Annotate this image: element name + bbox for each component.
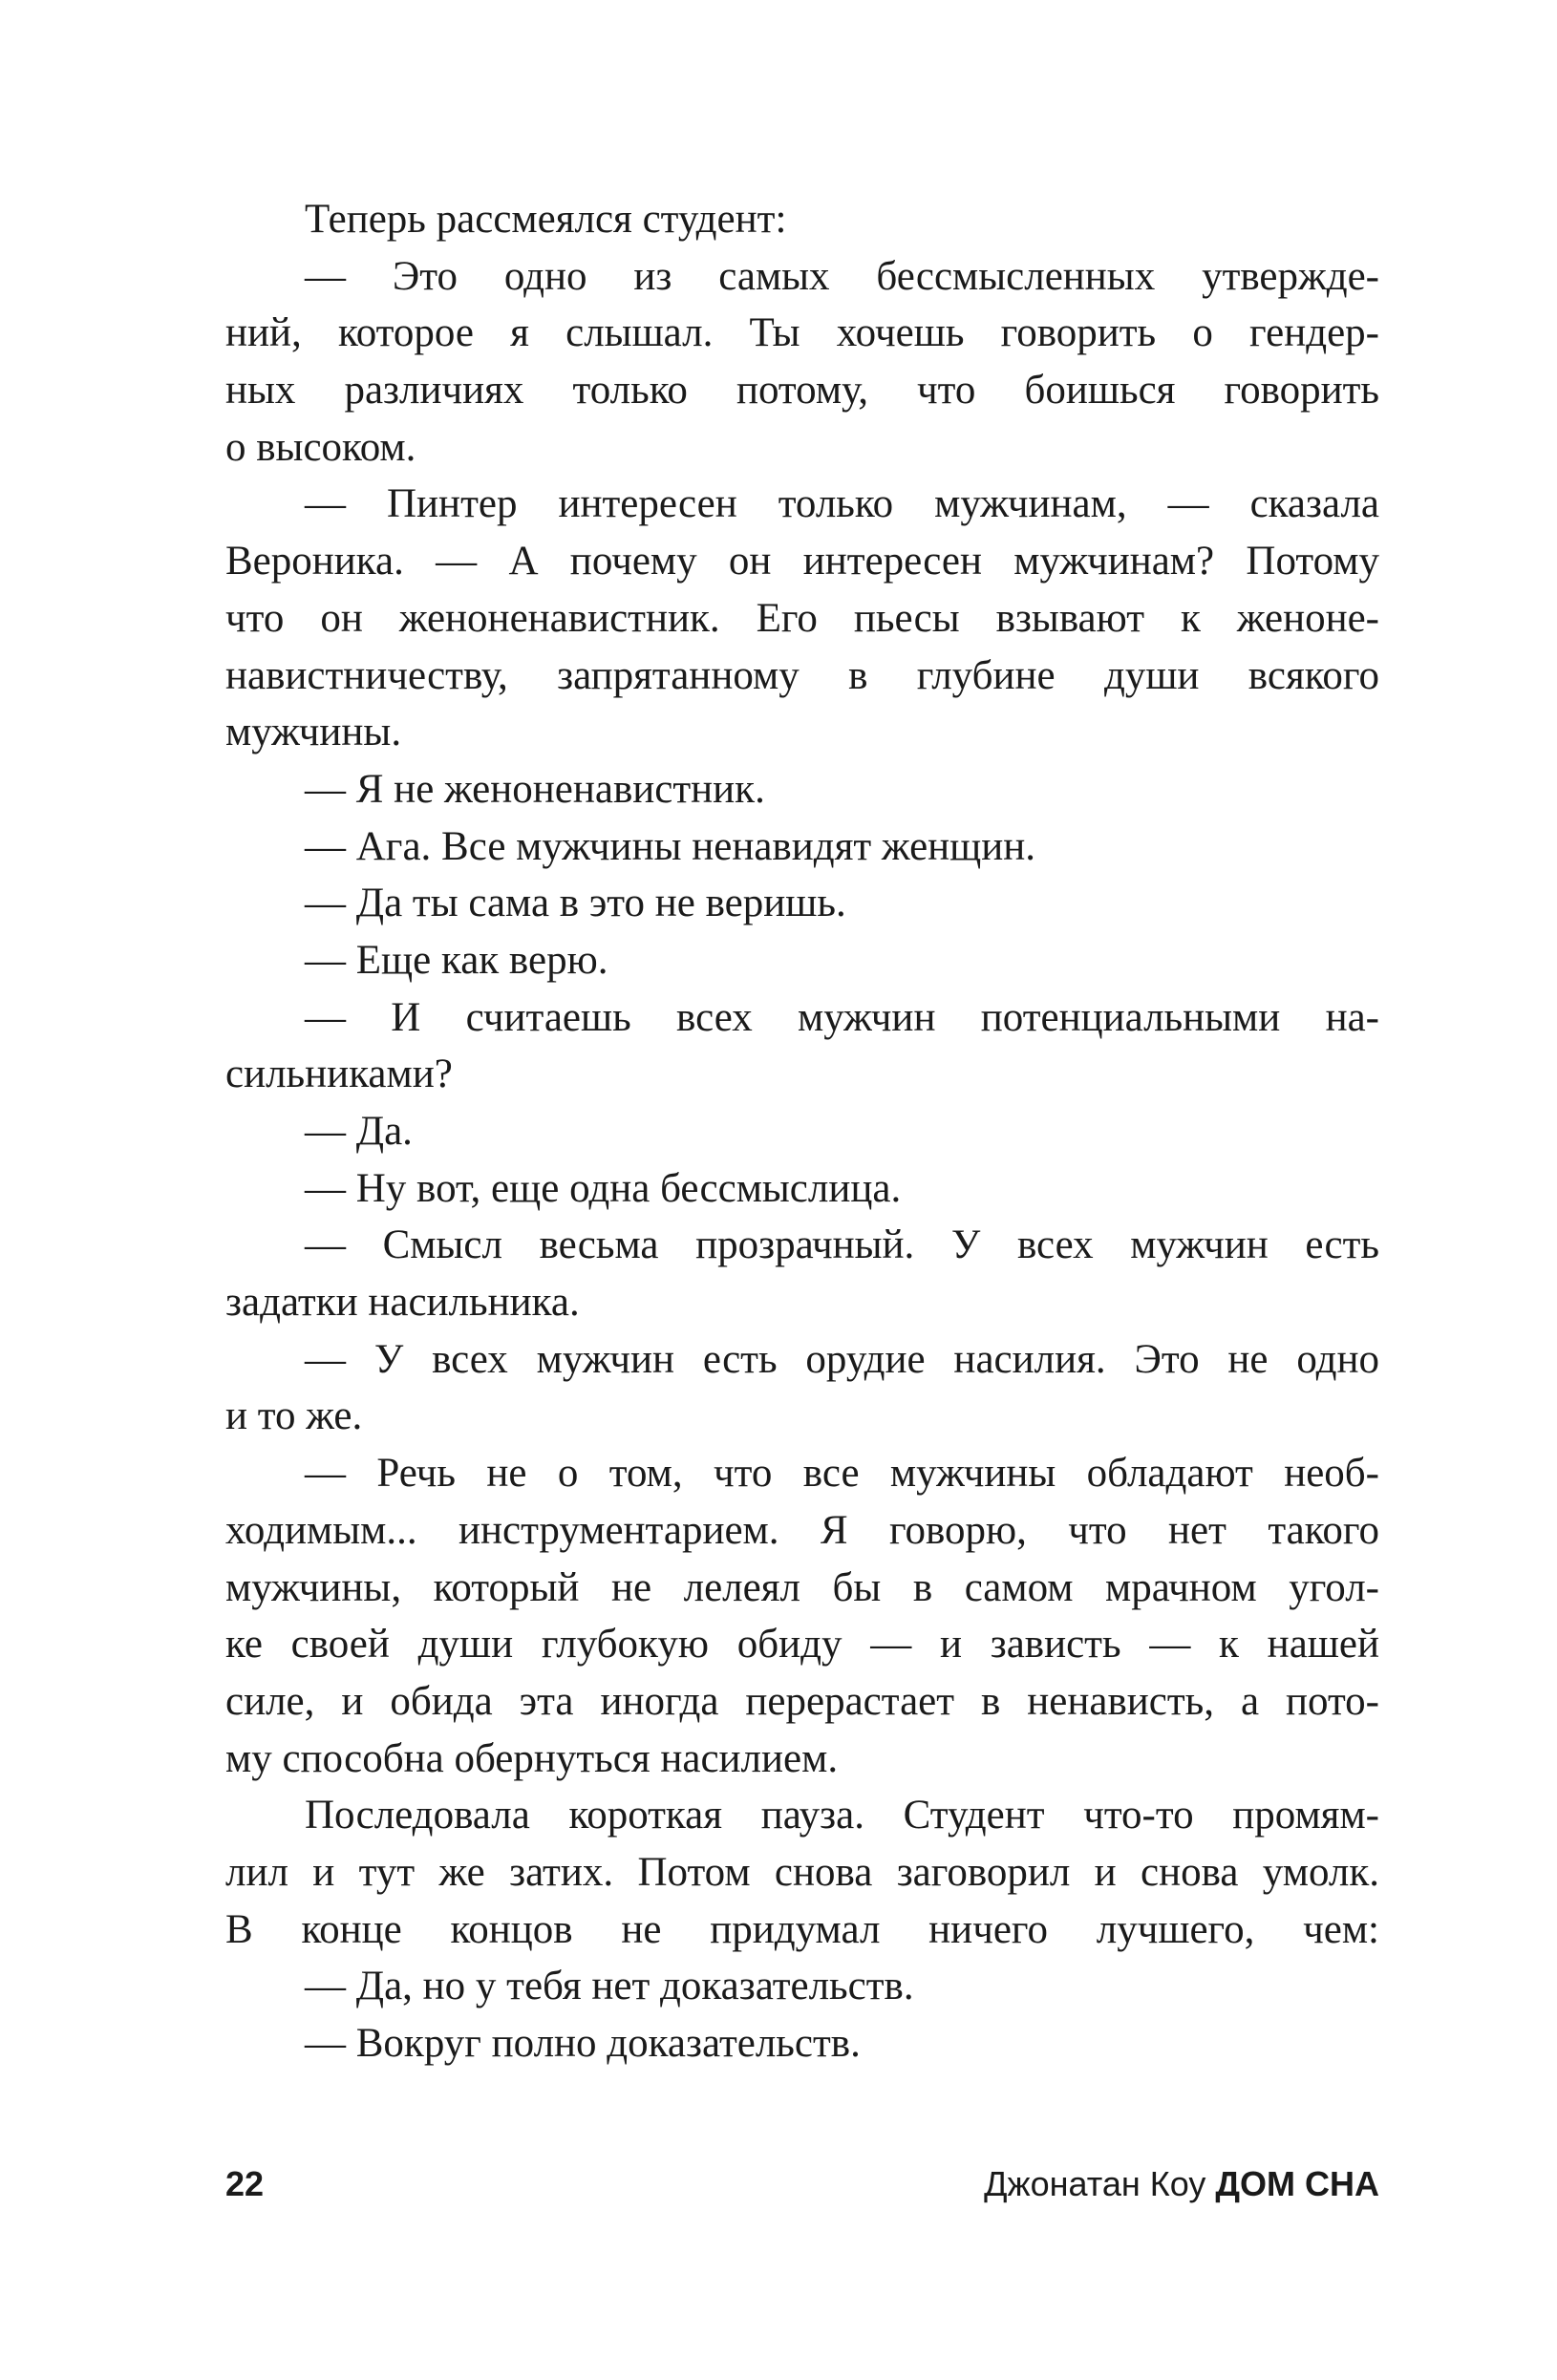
text-line: — Я не женоненавистник. xyxy=(305,766,765,812)
text-line: — Ага. Все мужчины ненавидят женщин. xyxy=(305,823,1036,869)
text-line: ний, которое я слышал. Ты хочешь говорить о гендер- xyxy=(225,310,1379,356)
text-line: ходимым... инструментарием. Я говорю, что нет такого xyxy=(225,1507,1379,1553)
text-line: ных различиях только потому, что боишься говорить xyxy=(225,368,1379,414)
text-line: В конце концов не придумал ничего лучшего, чем: xyxy=(225,1906,1379,1952)
text-line: сильниками? xyxy=(225,1052,453,1097)
page-footer xyxy=(225,2160,1379,2208)
text-line: — Это одно из самых бессмысленных утвержде- xyxy=(305,253,1379,299)
text-line: — У всех мужчин есть орудие насилия. Это не одно xyxy=(305,1336,1379,1382)
text-line: — Речь не о том, что все мужчины обладают необ- xyxy=(305,1451,1379,1497)
book-title: ДОМ СНА xyxy=(1215,2164,1379,2203)
text-line: — Да ты сама в это не веришь. xyxy=(305,881,846,926)
text-line: — Да. xyxy=(305,1109,413,1154)
text-line: Вероника. — А почему он интересен мужчинам? Потому xyxy=(225,539,1379,584)
text-line: мужчины, который не лелеял бы в самом мрачном угол- xyxy=(225,1564,1379,1610)
text-line: о высоком. xyxy=(225,424,416,470)
text-line: — И считаешь всех мужчин потенциальными на- xyxy=(305,994,1379,1040)
text-line: и то же. xyxy=(225,1393,363,1439)
text-line: что он женоненавистник. Его пьесы взывают к женоне- xyxy=(225,595,1379,641)
author-name: Джонатан Коу xyxy=(984,2164,1206,2203)
text-line: навистничеству, запрятанному в глубине души всякого xyxy=(225,652,1379,698)
text-line: — Смысл весьма прозрачный. У всех мужчин есть xyxy=(305,1222,1379,1268)
page-number: 22 xyxy=(225,2164,265,2203)
text-line: — Еще как верю. xyxy=(305,937,608,983)
text-line: — Вокруг полно доказательств. xyxy=(305,2021,861,2066)
text-line: лил и тут же затих. Потом снова заговорил и снова умолк. xyxy=(225,1849,1379,1895)
text-line: силе, и обида эта иногда перерастает в ненависть, а пото- xyxy=(225,1678,1379,1724)
text-line: мужчины. xyxy=(225,710,402,755)
text-line: задатки насильника. xyxy=(225,1280,580,1326)
text-line: ке своей души глубокую обиду — и зависть — к нашей xyxy=(225,1622,1379,1668)
text-line: — Пинтер интересен только мужчинам, — сказала xyxy=(305,481,1379,527)
text-line: Последовала короткая пауза. Студент что-то промям- xyxy=(305,1793,1379,1838)
text-line: — Ну вот, еще одна бессмыслица. xyxy=(305,1165,902,1211)
text-line: — Да, но у тебя нет доказательств. xyxy=(305,1964,914,2009)
page-body-text xyxy=(225,191,1379,2072)
running-footer xyxy=(984,2160,1379,2208)
text-line: Теперь рассмеялся студент: xyxy=(305,197,787,242)
text-line: му способна обернуться насилием. xyxy=(225,1735,839,1781)
